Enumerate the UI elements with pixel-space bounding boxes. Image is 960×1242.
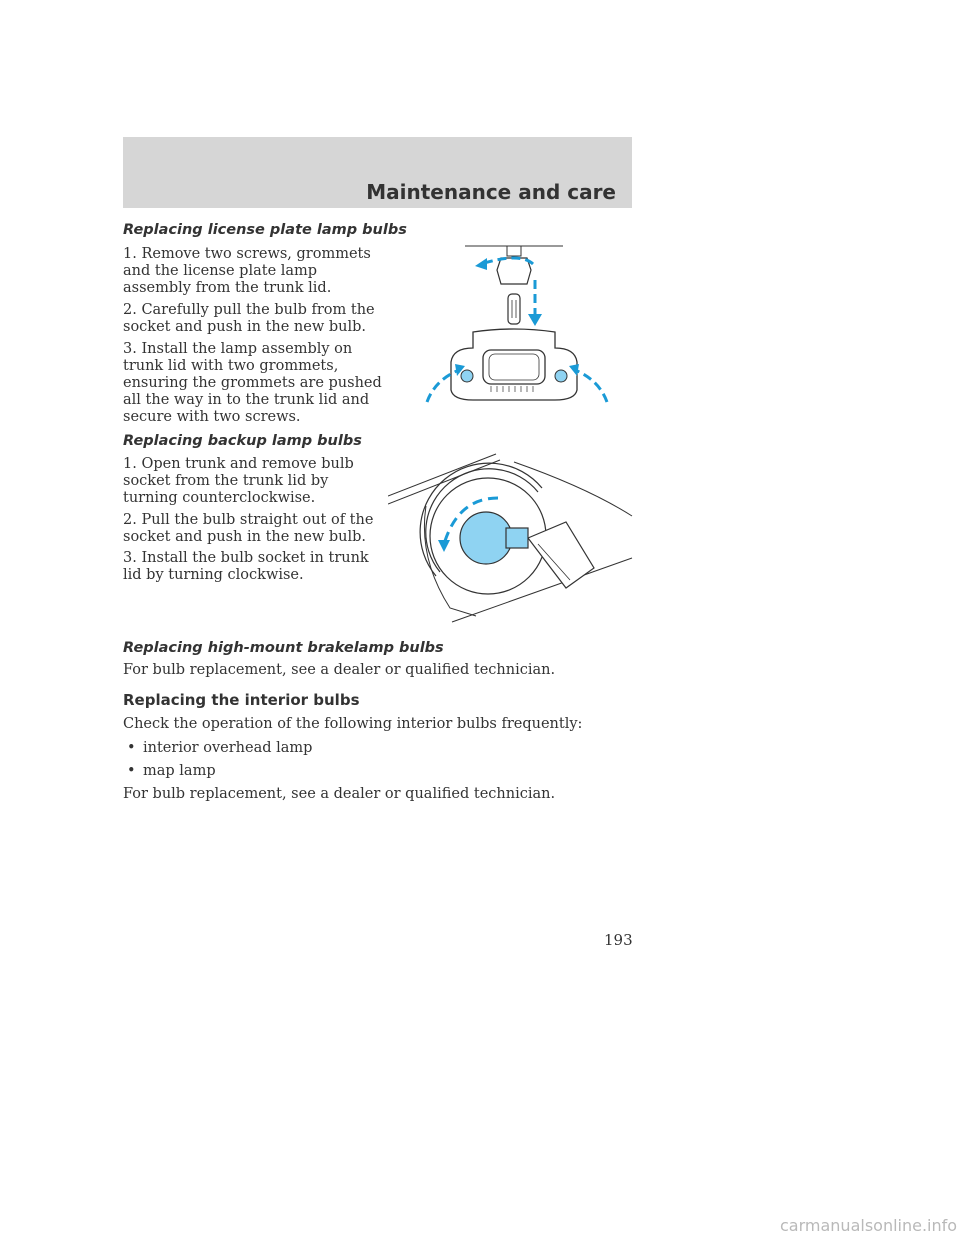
interior-text: For bulb replacement, see a dealer or qualified technician.	[123, 786, 556, 802]
license-step-2: 2. Carefully pull the bulb from the socket and push in the new bulb.	[123, 302, 375, 335]
license-plate-lamp-diagram	[415, 240, 615, 410]
header-band	[123, 137, 632, 208]
page-title: Maintenance and care	[366, 180, 616, 204]
backup-step-3: 3. Install the bulb socket in trunk lid by turning clockwise.	[123, 550, 369, 583]
highmount-heading: Replacing high-mount brakelamp bulbs	[123, 640, 444, 656]
interior-intro: Check the operation of the following interior bulbs frequently:	[123, 716, 583, 732]
license-step-3: 3. Install the lamp assembly on trunk lid with two grommets, ensuring the grommets are pushed all the way in to the trunk lid and secure with two screws.	[123, 341, 382, 425]
bullet-dot: •	[127, 763, 136, 779]
list-item	[127, 740, 312, 756]
page-number: 193	[604, 931, 633, 949]
watermark: carmanualsonline.info	[780, 1216, 958, 1235]
interior-heading: Replacing the interior bulbs	[123, 691, 360, 709]
bullet-dot: •	[127, 740, 136, 756]
backup-lamp-diagram	[388, 448, 636, 628]
license-step-1: 1. Remove two screws, grommets and the license plate lamp assembly from the trunk lid.	[123, 246, 371, 296]
license-heading: Replacing license plate lamp bulbs	[123, 222, 407, 238]
backup-step-2: 2. Pull the bulb straight out of the socket and push in the new bulb.	[123, 512, 374, 545]
backup-step-1: 1. Open trunk and remove bulb socket from the trunk lid by turning counterclockwise.	[123, 456, 354, 506]
backup-heading: Replacing backup lamp bulbs	[123, 433, 362, 449]
list-item	[127, 763, 216, 779]
list-item-label: map lamp	[143, 763, 216, 779]
list-item-label: interior overhead lamp	[143, 740, 313, 756]
highmount-text: For bulb replacement, see a dealer or qualified technician.	[123, 662, 556, 678]
